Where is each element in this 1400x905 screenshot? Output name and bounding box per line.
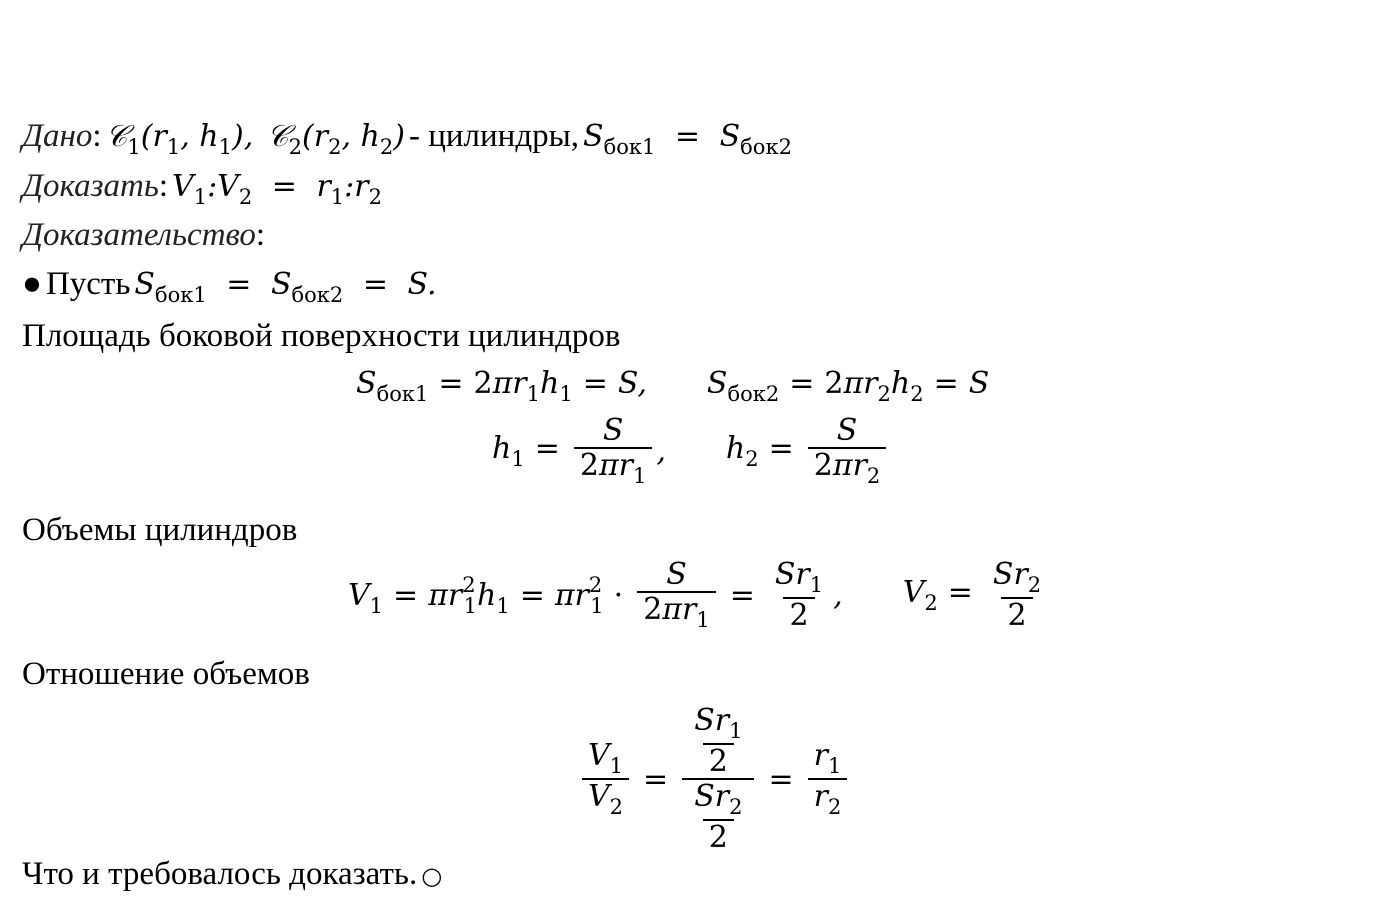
let-formula: $S_{бок1} = S_{бок2} = S$.	[134, 267, 437, 307]
given-line: Дано: $𝒞_1(r_1$, $h_1$), $𝒞_2(r_2$, $h_2$) - цилиндры, $S_{бок1} = S_{бок2}$	[22, 118, 792, 159]
lateral-area-formula: $S_{бок1} = 2\pi r_1h_1 = S$, $S_{бок2} = 2\pi r_2h_2 = S$	[356, 366, 990, 406]
conclusion-text: Что и требовалось доказать.	[22, 856, 418, 892]
given-cylinder-2: $𝒞_2(r_2$, $h_2$)	[257, 119, 405, 159]
volumes-formula: $V_1 = \pi r^2_1h_1 = \pi r^2_1$ · $\frac{S}{2\pi r_1}$ = $\frac{Sr_1}{2}$ , $V_2$ = $\frac{Sr_2}{2}$	[348, 557, 1042, 634]
proof-label: Доказательство	[22, 217, 256, 253]
ratio-formula: $\frac{V_1}{V_2}$ = $\frac{\frac{Sr_1}{2}}{\frac{Sr_2}{2}}$ = $\frac{r_1}{r_2}$	[578, 704, 851, 854]
volumes-heading: Объемы цилиндров	[22, 512, 298, 548]
proof-line: Доказательство:	[22, 217, 266, 253]
given-label: Дано	[22, 118, 93, 154]
given-condition: $S_{бок1} = S_{бок2}$	[583, 119, 792, 159]
prove-statement: $V_1:V_2$ = $r_1:r_2$	[172, 169, 382, 209]
heights-formula: $h_1$ = $\frac{S}{2\pi r_1}$ , $h_2$ = $\frac{S}{2\pi r_2}$	[492, 414, 890, 488]
end-mark-icon: ○	[421, 862, 443, 890]
ratio-heading: Отношение объемов	[22, 656, 310, 692]
prove-line: Доказать: $V_1:V_2$ = $r_1:r_2$	[22, 168, 382, 209]
given-cylinder-1: $𝒞_1(r_1$, $h_1$),	[105, 119, 254, 159]
let-text: Пусть	[45, 266, 131, 302]
given-text: - цилиндры,	[408, 118, 580, 154]
conclusion-line	[22, 856, 442, 893]
lateral-heading: Площадь боковой поверхности цилиндров	[22, 318, 621, 354]
let-line	[22, 266, 437, 307]
prove-label: Доказать	[22, 168, 159, 204]
bullet-icon: ●	[22, 266, 42, 302]
